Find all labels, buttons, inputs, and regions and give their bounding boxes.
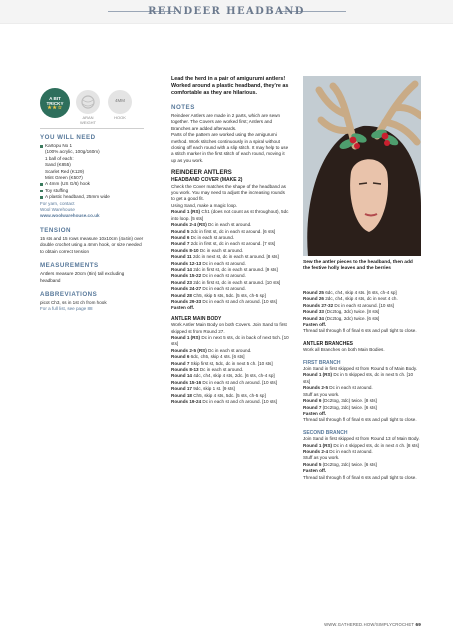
round-label: Round 33 — [303, 309, 324, 315]
round-instruction: Dc in each st around. — [198, 367, 244, 373]
tension-heading: TENSION — [40, 226, 72, 234]
yarn-contact: For yarn, contact — [40, 200, 75, 206]
right-column — [303, 290, 421, 481]
first-branch-tail: Thread tail through fl of final 6 sts and pull tight to close. — [303, 417, 417, 423]
round-instruction: Dc in each st around. — [189, 234, 235, 240]
round-label: Round 26 — [303, 296, 324, 302]
round-label: Round 1 (RS) — [171, 209, 201, 215]
round-instruction: 2dc in first st, dc in each st around. [10 sts] — [191, 279, 281, 285]
round-label: Fasten off. — [303, 322, 327, 328]
yarn-weight-icon — [76, 90, 100, 114]
round-instruction: Dc in each st around. — [206, 222, 252, 228]
second-branch-rounds — [303, 443, 421, 475]
second-branch-heading: SECOND BRANCH — [303, 429, 348, 436]
photo-caption: Sew the antler pieces to the headband, then add the festive holly leaves and the berries — [303, 260, 413, 272]
round-label: Round 6 — [171, 354, 190, 360]
round-instruction: Dc in each st around. [10 sts] — [333, 302, 394, 308]
round-label: Round 7 — [171, 241, 190, 247]
material-item: Scarlet Red (K129) — [45, 168, 85, 174]
round-instruction: 2dc in first st, dc in each st around. [6 sts] — [189, 228, 276, 234]
round-instruction: Dc in each st around. — [206, 347, 252, 353]
round-instruction: Ch1 (does not count as st throughout), 5dc into loop. [5 sts] — [171, 209, 289, 221]
round-instruction: Stuff as you work. — [303, 455, 340, 461]
hook-size-label: HOOK — [114, 115, 126, 120]
round-label: Rounds 12-13 — [171, 260, 202, 266]
round-label: Rounds 15-16 — [171, 379, 202, 385]
round-label: Round 17 — [171, 386, 192, 392]
round-label: Round 34 — [303, 315, 324, 321]
round-instruction: Dc in each st around. — [328, 385, 373, 391]
round-instruction: Dc in each st and ch around. [10 sts] — [201, 399, 277, 405]
round-instruction: Dc in each st and ch around. [10 sts] — [201, 379, 277, 385]
second-branch-tail: Thread tail through fl of final 6 sts and pull tight to close. — [303, 474, 417, 480]
measurements-text: Antlers measure 20cm (8in) tall excluding headband — [40, 271, 125, 283]
page-footer — [324, 622, 421, 627]
round-label: Rounds 19-24 — [171, 399, 202, 405]
round-label: Round 7 — [171, 360, 190, 366]
round-label: Round 5 — [303, 461, 322, 467]
first-branch-heading: FIRST BRANCH — [303, 359, 341, 366]
round-label: Round 1 (RS) — [303, 442, 333, 448]
main-body-rounds — [171, 335, 289, 405]
round-instruction: 6dc, ch4, skip 4 sts. [6 sts, ch-4 sp] — [323, 290, 397, 295]
material-item: A plastic headband, 25mm wide — [40, 194, 144, 200]
round-label: Rounds 8-10 — [171, 247, 199, 253]
yarn-weight-label: ARAN WEIGHT — [80, 115, 96, 125]
pattern-round — [171, 305, 289, 311]
page-number: 69 — [415, 622, 421, 627]
round-label: Rounds 27-32 — [303, 302, 334, 308]
abbreviations-link[interactable]: For a full list, see page 88 — [40, 306, 93, 312]
footer-url: WWW.GATHERED.HOW/SIMPLYCROCHET — [324, 622, 415, 627]
note-paragraph: Reindeer Antlers are made in 2 parts, which are sewn together. The Covers are worked first; Antlers and Branches are added afterwards. — [171, 113, 281, 131]
round-label: Round 18 — [171, 392, 192, 398]
abbreviations-heading: ABBREVIATIONS — [40, 290, 98, 298]
round-instruction: (Dc2tog, 3dc) twice. [8 sts] — [321, 398, 377, 404]
round-label: Round 1 (RS) — [303, 372, 333, 378]
first-branch-rounds — [303, 372, 421, 417]
round-label: Round 11 — [171, 254, 192, 260]
round-instruction: 2dc in first st, dc in each st around. [7 sts] — [189, 241, 276, 247]
round-label: Rounds 2-5 (RS) — [171, 347, 207, 353]
note-paragraph: Parts of the pattern are worked using the amigurumi method. Work stitches continuously in a spiral without closing off each round with a slip stitch. It may help to use a stitch marker in the first stitch of each round, moving it up as you work. — [171, 132, 289, 163]
round-instruction: Dc in next 5 sts, dc in back of next 5ch. [10 sts] — [171, 335, 289, 347]
round-instruction: (Dc2tog, 2dc) twice. [6 sts] — [321, 461, 377, 467]
round-instruction: Dc in each st around. — [198, 247, 244, 253]
material-item: 1 ball of each: — [45, 155, 74, 161]
round-instruction: Stuff as you work. — [303, 391, 340, 397]
round-instruction: 6dc, ch5, skip 4 sts. [6 sts] — [189, 354, 245, 360]
tension-text: 15 sts and 15 rows measure 10x10cm (4x4in) over double crochet using a 4mm hook, or size needed to obtain correct tension — [40, 235, 144, 254]
round-label: Round 1 (RS) — [171, 335, 201, 340]
reindeer-headband-photo — [303, 76, 421, 256]
round-instruction: (Dc2tog, 3dc) twice. [8 sts] — [323, 309, 380, 315]
left-column — [40, 134, 144, 313]
notes-text — [171, 113, 289, 164]
round-label: Round 25 — [303, 290, 324, 295]
material-item: Sand (K855) — [45, 162, 71, 168]
main-body-rounds-continued — [303, 290, 421, 328]
second-branch-intro: Join Sand in first skipped st from Round 13 of Main Body. — [303, 436, 420, 442]
you-will-need-heading: YOU WILL NEED — [40, 134, 96, 141]
intro-text: Lead the herd in a pair of amigurumi antlers! Worked around a plastic headband, they're as comfortable as they are hilarious. — [171, 76, 289, 96]
pattern-round — [303, 372, 421, 385]
round-label: Rounds 29-33 — [171, 298, 202, 304]
pattern-round — [171, 399, 289, 405]
round-label: Round 6 — [171, 234, 190, 240]
round-instruction: Dc in each st and ch around. [10 sts] — [201, 298, 277, 304]
material-item: Mint Green (K507) — [45, 175, 83, 181]
round-label: Fasten off. — [171, 305, 195, 311]
round-instruction: (Dc2tog, 2dc) twice. [6 sts] — [321, 404, 377, 410]
round-label: Rounds 24-27 — [171, 286, 202, 292]
round-instruction: Dc in 4 skipped sts, dc in next 4 ch. [8 sts] — [332, 442, 419, 448]
antler-main-body-heading: ANTLER MAIN BODY — [171, 315, 222, 322]
round-label: Round 28 — [171, 292, 192, 298]
supplier-link[interactable]: www.woolwarehouse.co.uk — [40, 213, 100, 219]
branches-intro: Work all Branches on both Main Bodies. — [303, 347, 385, 353]
round-label: Rounds 15-22 — [171, 273, 202, 279]
notes-heading: NOTES — [171, 104, 195, 111]
material-item: Toy stuffing — [40, 188, 144, 194]
round-label: Rounds 2-4 — [303, 448, 329, 454]
round-label: Rounds 2-4 (RS) — [171, 222, 207, 228]
yarn-supplier: Wool Warehouse — [40, 207, 75, 213]
round-instruction: (Dc2tog, 2dc) twice. [6 sts] — [323, 315, 380, 321]
round-instruction: Dc in each st around. — [328, 448, 373, 454]
round-instruction: 4dc, ch4, skip 4 sts, 2dc. [6 sts, ch-4 sp] — [191, 373, 275, 379]
first-branch-intro: Join Sand in first skipped st from Round 5 of Main Body. — [303, 366, 418, 372]
middle-column — [171, 76, 289, 405]
pattern-round — [171, 209, 289, 222]
reindeer-antlers-heading: REINDEER ANTLERS — [171, 170, 232, 177]
page-title: REINDEER HEADBAND — [148, 6, 305, 17]
round-label: Rounds 2-5 — [303, 385, 329, 391]
round-label: Round 14 — [171, 266, 192, 272]
round-instruction: 2dc, ch4, skip 4 sts, dc in next 4 ch. — [323, 296, 398, 302]
thread-tail-text: Thread tail through fl of final 6 sts and pull tight to close. — [303, 328, 417, 334]
headband-cover-heading: HEADBAND COVER (MAKE 2) — [171, 177, 243, 184]
round-label: Rounds 8-13 — [171, 367, 199, 373]
abbreviations-text: picot Ch3, ss in 1st ch from hook — [40, 299, 107, 305]
round-label: Round 14 — [171, 373, 192, 379]
hook-size-value: 4MM — [115, 98, 125, 103]
star-rating-icon: ★★☆ — [47, 105, 63, 112]
material-item: (100% acrylic, 100g/160m) — [45, 149, 100, 155]
antler-branches-heading: ANTLER BRANCHES — [303, 340, 353, 347]
round-instruction: 2dc in first st, dc in each st around. [9 sts] — [191, 266, 278, 272]
round-label: Fasten off. — [303, 468, 327, 474]
pattern-round — [171, 335, 289, 348]
cover-intro: Check the Cover matches the shape of the headband as you work. You may need to adjust the increasing rounds to get a good fit. — [171, 183, 286, 202]
material-item: A 4mm (US G/6) hook — [40, 181, 144, 187]
round-instruction: Dc in each st around. — [201, 273, 246, 279]
round-instruction: 2dc in next st, dc in each st around. [8 sts] — [191, 254, 279, 260]
round-label: Round 6 — [303, 398, 322, 404]
divider — [40, 128, 144, 129]
difficulty-badge: A BIT TRICKY ★★☆ — [40, 88, 70, 118]
round-instruction: Dc in each st around. — [201, 286, 246, 292]
round-instruction: Skip first st, 5dc, dc in next 5 ch. [10 sts] — [189, 360, 273, 366]
round-instruction: Dc in each st around. — [201, 260, 246, 266]
round-instruction: Ch5, skip 4 sts, 5dc. [5 sts, ch-5 sp] — [191, 392, 266, 398]
round-label: Round 23 — [171, 279, 192, 285]
round-label: Round 5 — [171, 228, 190, 234]
round-instruction: Dc in 5 skipped sts, dc in next 5 ch. [10 sts] — [303, 372, 414, 384]
round-label: Fasten off. — [303, 410, 327, 416]
cover-rounds — [171, 209, 289, 312]
main-body-intro: Work Antler Main Body on both Covers. Join Sand to first skipped st from Round 27. — [171, 322, 287, 334]
material-item: Kartopu No 1 — [40, 143, 144, 149]
round-label: Round 7 — [303, 404, 322, 410]
cover-intro-2: Using Sand, make a magic loop. — [171, 202, 238, 208]
materials-list — [40, 143, 144, 201]
round-instruction: Ch5, skip 5 sts, 5dc. [5 sts, ch-5 sp] — [191, 292, 266, 298]
difficulty-badges — [40, 88, 144, 132]
round-instruction: 9dc, skip 1 st. [9 sts] — [191, 386, 235, 392]
measurements-heading: MEASUREMENTS — [40, 262, 99, 270]
